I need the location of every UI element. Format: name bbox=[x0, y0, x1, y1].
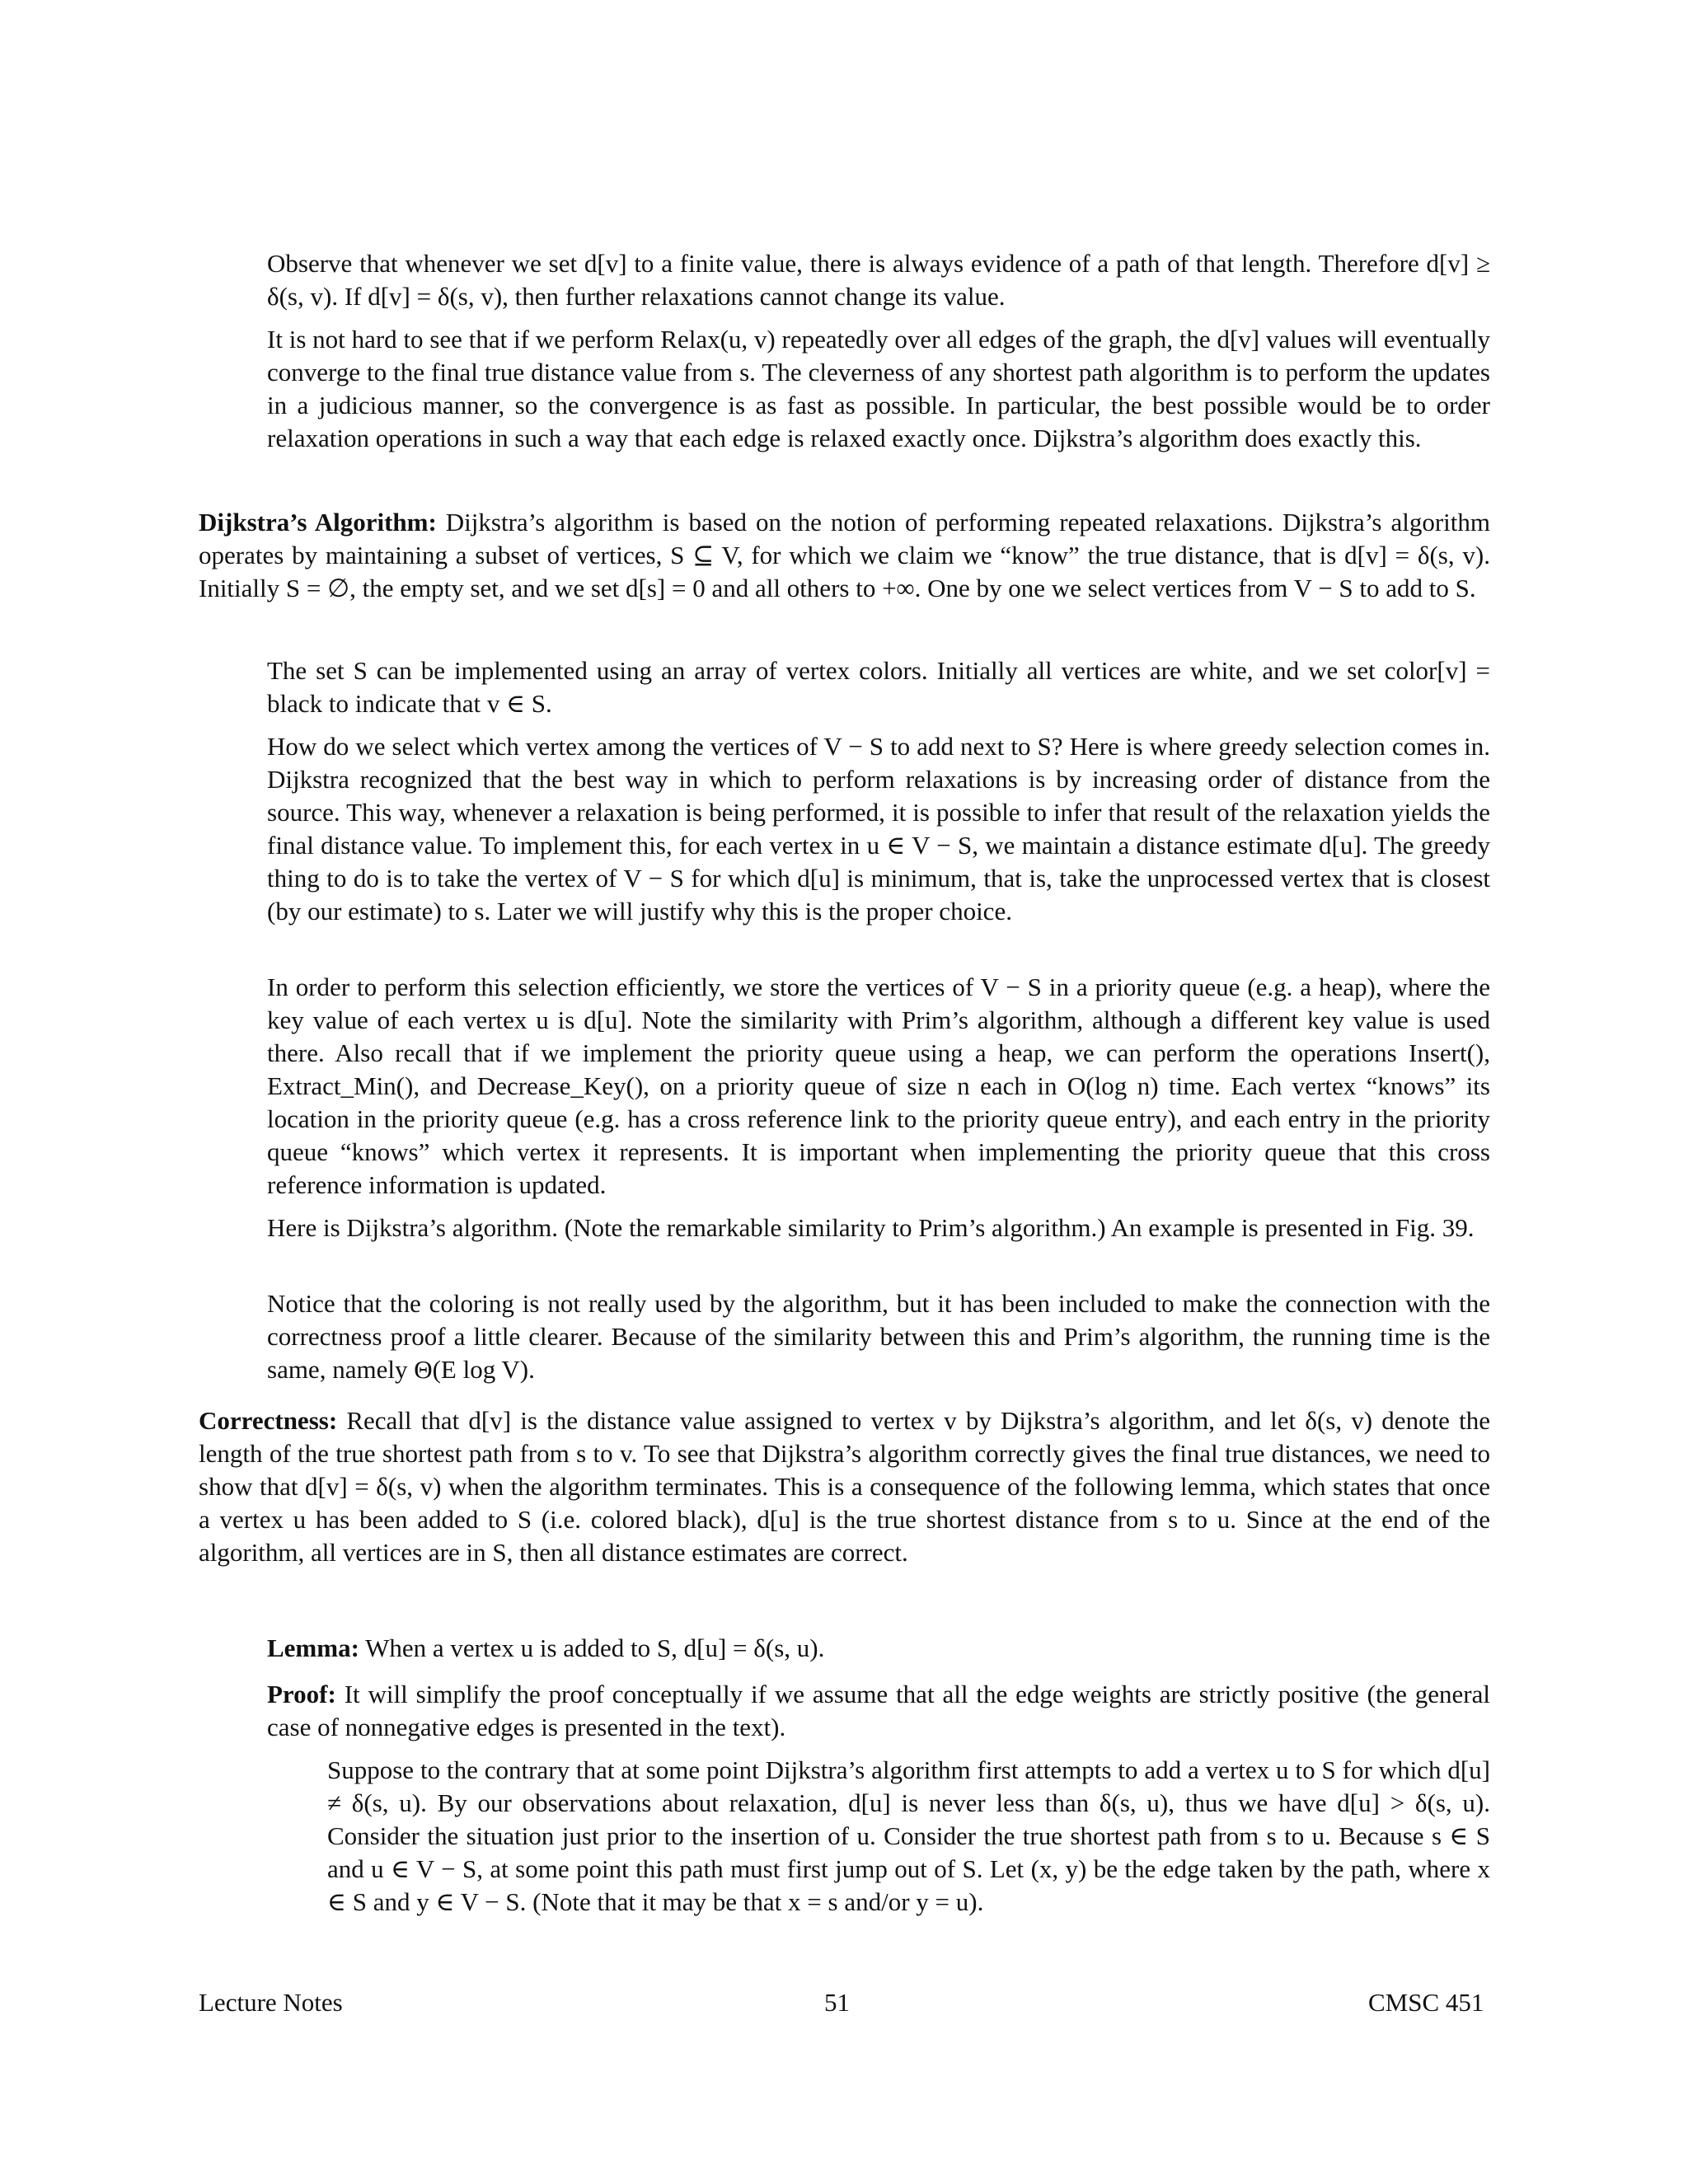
page-number: 51 bbox=[824, 1988, 850, 2017]
section-heading: Correctness: bbox=[199, 1406, 338, 1435]
section-text: Recall that d[v] is the distance value assigned to vertex v by Dijkstra’s algorithm, and let δ(s, v) denote the length of the true shortest path from s to v. To see that Dijkstra’s algorithm correctly gives the final true distances, we need to show that d[v] = δ(s, v) when the algorithm terminates. This is a consequence of the following lemma, which states that once a vertex u has been added to S (i.e. colored black), d[u] is the true shortest distance from s to u. Since at the end of the algorithm, all vertices are in S, then all distance estimates are correct. bbox=[199, 1406, 1490, 1567]
section-correctness bbox=[199, 1404, 1490, 1569]
paragraph-relaxation-evidence: Observe that whenever we set d[v] to a finite value, there is always evidence of a path of that length. Therefore d[v] ≥ δ(s, v). If d[v] = δ(s, v), then further relaxations cannot change its value. bbox=[267, 249, 1490, 311]
paragraph-priority-queue: In order to perform this selection efficiently, we store the vertices of V − S in a priority queue (e.g. a heap), where the key value of each vertex u is d[u]. Note the similarity with Prim’s algorithm, although a different key value is used there. Also recall that if we implement the priority queue using a heap, we can perform the operations Insert(), Extract_Min(), and Decrease_Key(), on a priority queue of size n each in O(log n) time. Each vertex “knows” its location in the priority queue (e.g. has a cross reference link to the priority queue entry), and each entry in the priority queue “knows” which vertex it represents. It is important when implementing the priority queue that this cross reference information is updated. bbox=[267, 972, 1490, 1199]
section-text: Dijkstra’s algorithm is based on the notion of performing repeated relaxations. Dijkstra’s algorithm operates by maintaining a subset of vertices, S ⊆ V, for which we claim we “know” the true distance, that is d[v] = δ(s, v). Initially S = ∅, the empty set, and we set d[s] = 0 and all others to +∞. One by one we select vertices from V − S to add to S. bbox=[199, 508, 1490, 602]
footer-right: CMSC 451 bbox=[1368, 1988, 1484, 2017]
paragraph-running-time: Notice that the coloring is not really used by the algorithm, but it has been included to make the connection with the correctness proof a little clearer. Because of the similarity between this and Prim’s algorithm, the running time is the same, namely Θ(E log V). bbox=[267, 1289, 1490, 1384]
lemma-heading: Lemma: bbox=[267, 1633, 359, 1662]
paragraph-relaxation-convergence: It is not hard to see that if we perform Relax(u, v) repeatedly over all edges of the graph, the d[v] values will eventually converge to the final true distance value from s. The cleverness of any shortest path algorithm is to perform the updates in a judicious manner, so the convergence is as fast as possible. In particular, the best possible would be to order relaxation operations in such a way that each edge is relaxed exactly once. Dijkstra’s algorithm does exactly this. bbox=[267, 325, 1490, 452]
paragraph-algorithm-intro: Here is Dijkstra’s algorithm. (Note the remarkable similarity to Prim’s algorithm.) An example is presented in Fig. 39. bbox=[267, 1213, 1475, 1242]
proof-text: It will simplify the proof conceptually if we assume that all the edge weights are strictly positive (the general case of nonnegative edges is presented in the text). bbox=[267, 1680, 1490, 1741]
lemma-text: When a vertex u is added to S, d[u] = δ(s, u). bbox=[365, 1633, 825, 1662]
proof-intro bbox=[267, 1678, 1490, 1744]
section-heading: Dijkstra’s Algorithm: bbox=[199, 508, 437, 537]
proof-paragraph: Suppose to the contrary that at some point Dijkstra’s algorithm first attempts to add a vertex u to S for which d[u] ≠ δ(s, u). By our observations about relaxation, d[u] is never less than δ(s, u), thus we have d[u] > δ(s, u). Consider the situation just prior to the insertion of u. Consider the true shortest path from s to u. Because s ∈ S and u ∈ V − S, at some point this path must first jump out of S. Let (x, y) be the edge taken by the path, where x ∈ S and y ∈ V − S. (Note that it may be that x = s and/or y = u). bbox=[327, 1755, 1490, 1916]
proof-heading: Proof: bbox=[267, 1680, 336, 1708]
paragraph-vertex-colors: The set S can be implemented using an array of vertex colors. Initially all vertices are white, and we set color[v] = black to indicate that v ∈ S. bbox=[267, 656, 1490, 718]
section-dijkstras-algorithm bbox=[199, 506, 1490, 605]
paragraph-greedy-selection: How do we select which vertex among the vertices of V − S to add next to S? Here is where greedy selection comes in. Dijkstra recognized that the best way in which to perform relaxations is by increasing order of distance from the source. This way, whenever a relaxation is being performed, it is possible to infer that result of the relaxation yields the final distance value. To implement this, for each vertex in u ∈ V − S, we maintain a distance estimate d[u]. The greedy thing to do is to take the vertex of V − S for which d[u] is minimum, that is, take the unprocessed vertex that is closest (by our estimate) to s. Later we will justify why this is the proper choice. bbox=[267, 732, 1490, 926]
lemma-statement bbox=[267, 1632, 1490, 1665]
footer-left: Lecture Notes bbox=[199, 1988, 343, 2017]
